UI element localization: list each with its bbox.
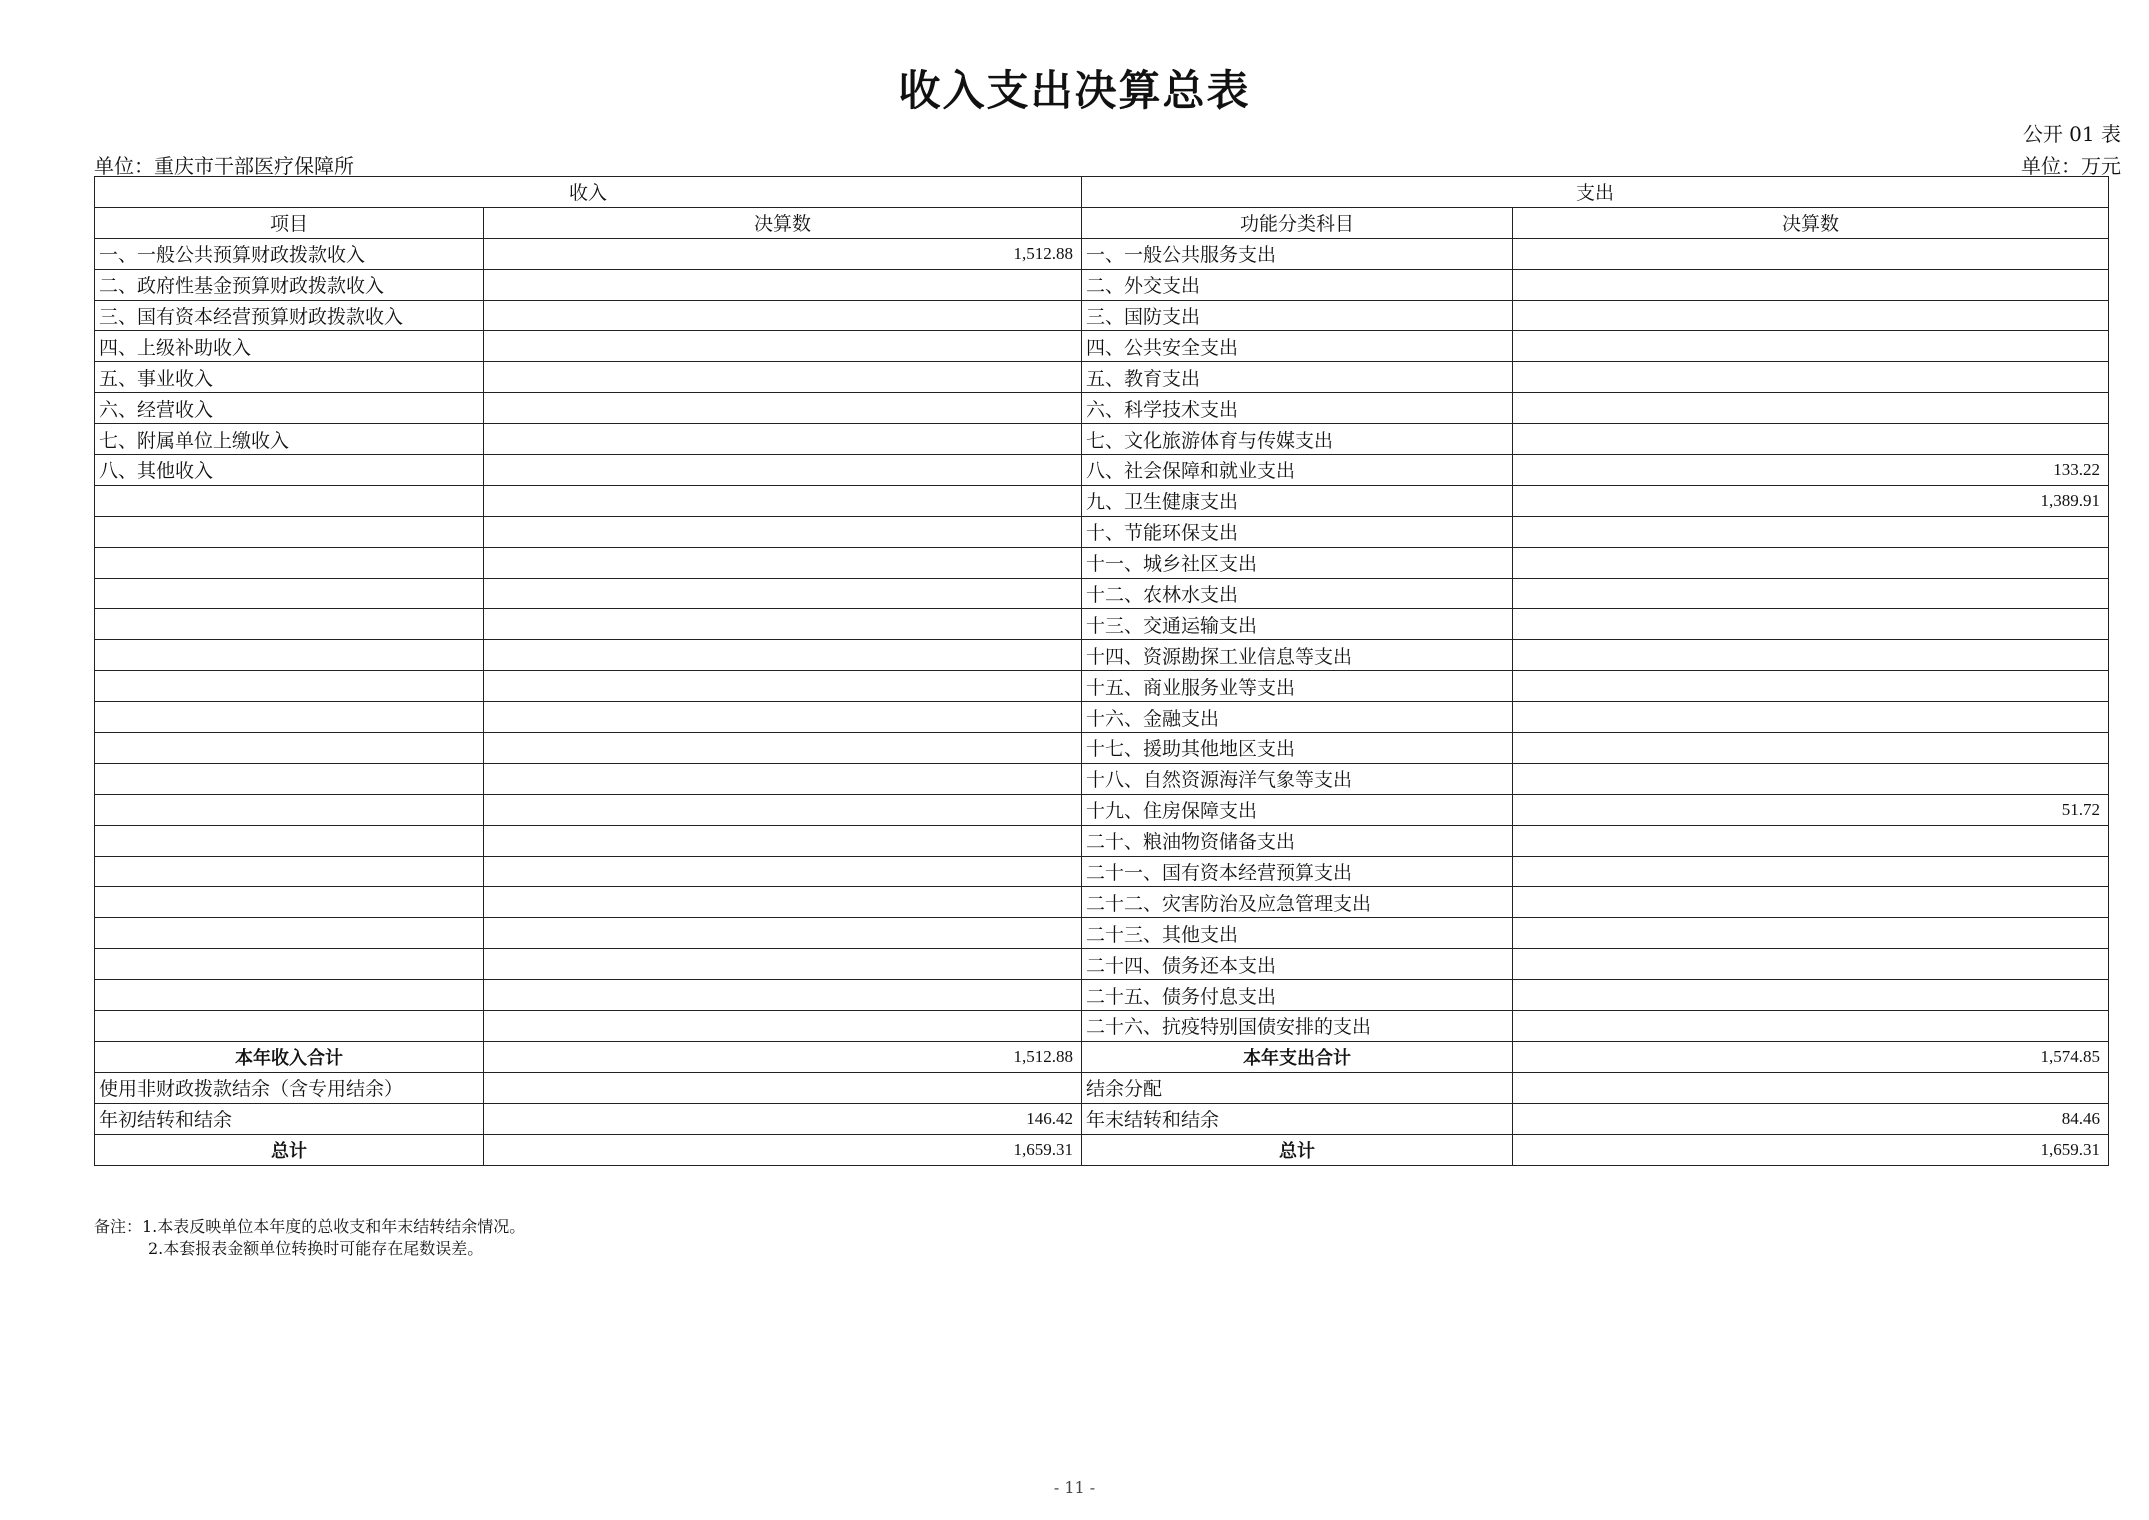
expense-amount-cell (1513, 980, 2109, 1011)
expense-amount-cell (1513, 424, 2109, 455)
income-amount-cell (484, 1011, 1082, 1042)
table-row (95, 825, 2109, 856)
grand-total-row (95, 1134, 2109, 1165)
income-item-cell (95, 856, 484, 887)
form-code: 公开 01 表 (2022, 122, 2121, 146)
non-fiscal-balance-row (95, 1072, 2109, 1103)
expense-item-cell: 七、文化旅游体育与传媒支出 (1082, 424, 1513, 455)
table-row (95, 640, 2109, 671)
income-amount-cell: 1,512.88 (484, 238, 1082, 269)
year-income-total-label: 本年收入合计 (95, 1041, 484, 1072)
opening-carryover-amount: 146.42 (484, 1103, 1082, 1134)
income-item-cell (95, 763, 484, 794)
note-line-1: 备注：1.本表反映单位本年度的总收支和年末结转结余情况。 (94, 1217, 526, 1236)
expense-item-cell: 十八、自然资源海洋气象等支出 (1082, 763, 1513, 794)
note-line-2: 2.本套报表金额单位转换时可能存在尾数误差。 (148, 1239, 484, 1258)
income-item-cell (95, 516, 484, 547)
income-item-cell: 三、国有资本经营预算财政拨款收入 (95, 300, 484, 331)
income-amount-cell (484, 733, 1082, 764)
expense-item-cell: 十一、城乡社区支出 (1082, 547, 1513, 578)
table-row (95, 362, 2109, 393)
expense-amount-cell (1513, 578, 2109, 609)
income-item-cell: 八、其他收入 (95, 455, 484, 486)
income-amount-cell (484, 702, 1082, 733)
income-item-cell (95, 733, 484, 764)
table-row (95, 516, 2109, 547)
table-row (95, 1011, 2109, 1042)
surplus-distribution-label: 结余分配 (1082, 1072, 1513, 1103)
expense-item-cell: 十七、援助其他地区支出 (1082, 733, 1513, 764)
income-expense-table (94, 176, 2109, 1166)
non-fiscal-balance-amount (484, 1072, 1082, 1103)
expense-amount-cell: 1,389.91 (1513, 485, 2109, 516)
income-item-cell (95, 671, 484, 702)
opening-carryover-label: 年初结转和结余 (95, 1103, 484, 1134)
col-header-item: 项目 (95, 207, 484, 238)
table-row (95, 856, 2109, 887)
expense-band-header: 支出 (1082, 177, 2109, 208)
expense-item-cell: 五、教育支出 (1082, 362, 1513, 393)
expense-amount-cell (1513, 856, 2109, 887)
income-item-cell: 七、附属单位上缴收入 (95, 424, 484, 455)
expense-item-cell: 二十、粮油物资储备支出 (1082, 825, 1513, 856)
income-amount-cell (484, 609, 1082, 640)
income-item-cell (95, 640, 484, 671)
table-row (95, 485, 2109, 516)
income-item-cell (95, 794, 484, 825)
table-row (95, 331, 2109, 362)
income-amount-cell (484, 949, 1082, 980)
table-row (95, 393, 2109, 424)
expense-amount-cell (1513, 702, 2109, 733)
income-amount-cell (484, 825, 1082, 856)
expense-item-cell: 二十一、国有资本经营预算支出 (1082, 856, 1513, 887)
closing-carryover-amount: 84.46 (1513, 1103, 2109, 1134)
table-row (95, 671, 2109, 702)
table-row (95, 949, 2109, 980)
carryover-row (95, 1103, 2109, 1134)
income-item-cell (95, 485, 484, 516)
expense-amount-cell (1513, 331, 2109, 362)
expense-amount-cell (1513, 362, 2109, 393)
income-amount-cell (484, 980, 1082, 1011)
expense-item-cell: 十九、住房保障支出 (1082, 794, 1513, 825)
closing-carryover-label: 年末结转和结余 (1082, 1103, 1513, 1134)
income-item-cell: 五、事业收入 (95, 362, 484, 393)
table-row (95, 887, 2109, 918)
grand-income-total-label: 总计 (95, 1134, 484, 1165)
income-item-cell (95, 578, 484, 609)
table-row (95, 424, 2109, 455)
table-row (95, 980, 2109, 1011)
income-amount-cell (484, 794, 1082, 825)
income-amount-cell (484, 424, 1082, 455)
expense-item-cell: 二、外交支出 (1082, 269, 1513, 300)
expense-item-cell: 二十三、其他支出 (1082, 918, 1513, 949)
expense-amount-cell (1513, 393, 2109, 424)
income-amount-cell (484, 671, 1082, 702)
col-header-function: 功能分类科目 (1082, 207, 1513, 238)
income-item-cell (95, 609, 484, 640)
income-amount-cell (484, 918, 1082, 949)
notes (94, 1216, 525, 1260)
table-row (95, 763, 2109, 794)
income-item-cell: 一、一般公共预算财政拨款收入 (95, 238, 484, 269)
expense-amount-cell (1513, 671, 2109, 702)
expense-amount-cell: 51.72 (1513, 794, 2109, 825)
expense-item-cell: 二十二、灾害防治及应急管理支出 (1082, 887, 1513, 918)
expense-item-cell: 十五、商业服务业等支出 (1082, 671, 1513, 702)
year-income-total-amount: 1,512.88 (484, 1041, 1082, 1072)
table-body (95, 238, 2109, 1041)
expense-item-cell: 二十四、债务还本支出 (1082, 949, 1513, 980)
expense-item-cell: 六、科学技术支出 (1082, 393, 1513, 424)
band-header-row (95, 177, 2109, 208)
expense-amount-cell (1513, 763, 2109, 794)
expense-amount-cell (1513, 1011, 2109, 1042)
table-row (95, 702, 2109, 733)
col-header-expense-amount: 决算数 (1513, 207, 2109, 238)
income-band-header: 收入 (95, 177, 1082, 208)
income-amount-cell (484, 640, 1082, 671)
page-title: 收入支出决算总表 (898, 66, 1251, 115)
income-item-cell (95, 887, 484, 918)
table-row (95, 733, 2109, 764)
table-row (95, 578, 2109, 609)
expense-item-cell: 十、节能环保支出 (1082, 516, 1513, 547)
grand-income-total-amount: 1,659.31 (484, 1134, 1082, 1165)
income-amount-cell (484, 887, 1082, 918)
income-item-cell (95, 547, 484, 578)
expense-item-cell: 三、国防支出 (1082, 300, 1513, 331)
expense-amount-cell (1513, 825, 2109, 856)
expense-amount-cell: 133.22 (1513, 455, 2109, 486)
income-amount-cell (484, 269, 1082, 300)
income-item-cell (95, 980, 484, 1011)
grand-expense-total-label: 总计 (1082, 1134, 1513, 1165)
expense-amount-cell (1513, 918, 2109, 949)
income-item-cell (95, 702, 484, 733)
col-header-income-amount: 决算数 (484, 207, 1082, 238)
grand-expense-total-amount: 1,659.31 (1513, 1134, 2109, 1165)
expense-amount-cell (1513, 238, 2109, 269)
expense-item-cell: 十六、金融支出 (1082, 702, 1513, 733)
table-row (95, 918, 2109, 949)
table-row (95, 269, 2109, 300)
column-header-row (95, 207, 2109, 238)
income-amount-cell (484, 516, 1082, 547)
table-row (95, 794, 2109, 825)
income-amount-cell (484, 331, 1082, 362)
income-amount-cell (484, 547, 1082, 578)
currency-unit: 单位：万元 (2021, 154, 2121, 178)
income-item-cell (95, 918, 484, 949)
expense-item-cell: 二十六、抗疫特别国债安排的支出 (1082, 1011, 1513, 1042)
expense-item-cell: 十三、交通运输支出 (1082, 609, 1513, 640)
income-amount-cell (484, 362, 1082, 393)
expense-item-cell: 二十五、债务付息支出 (1082, 980, 1513, 1011)
expense-amount-cell (1513, 300, 2109, 331)
expense-amount-cell (1513, 609, 2109, 640)
expense-amount-cell (1513, 887, 2109, 918)
expense-item-cell: 九、卫生健康支出 (1082, 485, 1513, 516)
income-item-cell (95, 1011, 484, 1042)
expense-amount-cell (1513, 949, 2109, 980)
expense-item-cell: 一、一般公共服务支出 (1082, 238, 1513, 269)
surplus-distribution-amount (1513, 1072, 2109, 1103)
income-item-cell: 四、上级补助收入 (95, 331, 484, 362)
expense-amount-cell (1513, 269, 2109, 300)
income-amount-cell (484, 763, 1082, 794)
expense-item-cell: 八、社会保障和就业支出 (1082, 455, 1513, 486)
table-row (95, 547, 2109, 578)
income-amount-cell (484, 393, 1082, 424)
income-amount-cell (484, 856, 1082, 887)
income-item-cell (95, 949, 484, 980)
expense-amount-cell (1513, 733, 2109, 764)
expense-item-cell: 十四、资源勘探工业信息等支出 (1082, 640, 1513, 671)
income-amount-cell (484, 300, 1082, 331)
expense-amount-cell (1513, 516, 2109, 547)
income-amount-cell (484, 455, 1082, 486)
page-number: - 11 - (1053, 1478, 1096, 1497)
expense-item-cell: 十二、农林水支出 (1082, 578, 1513, 609)
income-amount-cell (484, 485, 1082, 516)
year-total-row (95, 1041, 2109, 1072)
expense-item-cell: 四、公共安全支出 (1082, 331, 1513, 362)
table-row (95, 455, 2109, 486)
non-fiscal-balance-label: 使用非财政拨款结余（含专用结余） (95, 1072, 484, 1103)
income-item-cell: 六、经营收入 (95, 393, 484, 424)
table-row (95, 609, 2109, 640)
income-item-cell: 二、政府性基金预算财政拨款收入 (95, 269, 484, 300)
expense-amount-cell (1513, 640, 2109, 671)
income-amount-cell (484, 578, 1082, 609)
table-row (95, 300, 2109, 331)
year-expense-total-amount: 1,574.85 (1513, 1041, 2109, 1072)
expense-amount-cell (1513, 547, 2109, 578)
year-expense-total-label: 本年支出合计 (1082, 1041, 1513, 1072)
table-row (95, 238, 2109, 269)
reporting-unit: 单位：重庆市干部医疗保障所 (94, 154, 354, 178)
income-item-cell (95, 825, 484, 856)
